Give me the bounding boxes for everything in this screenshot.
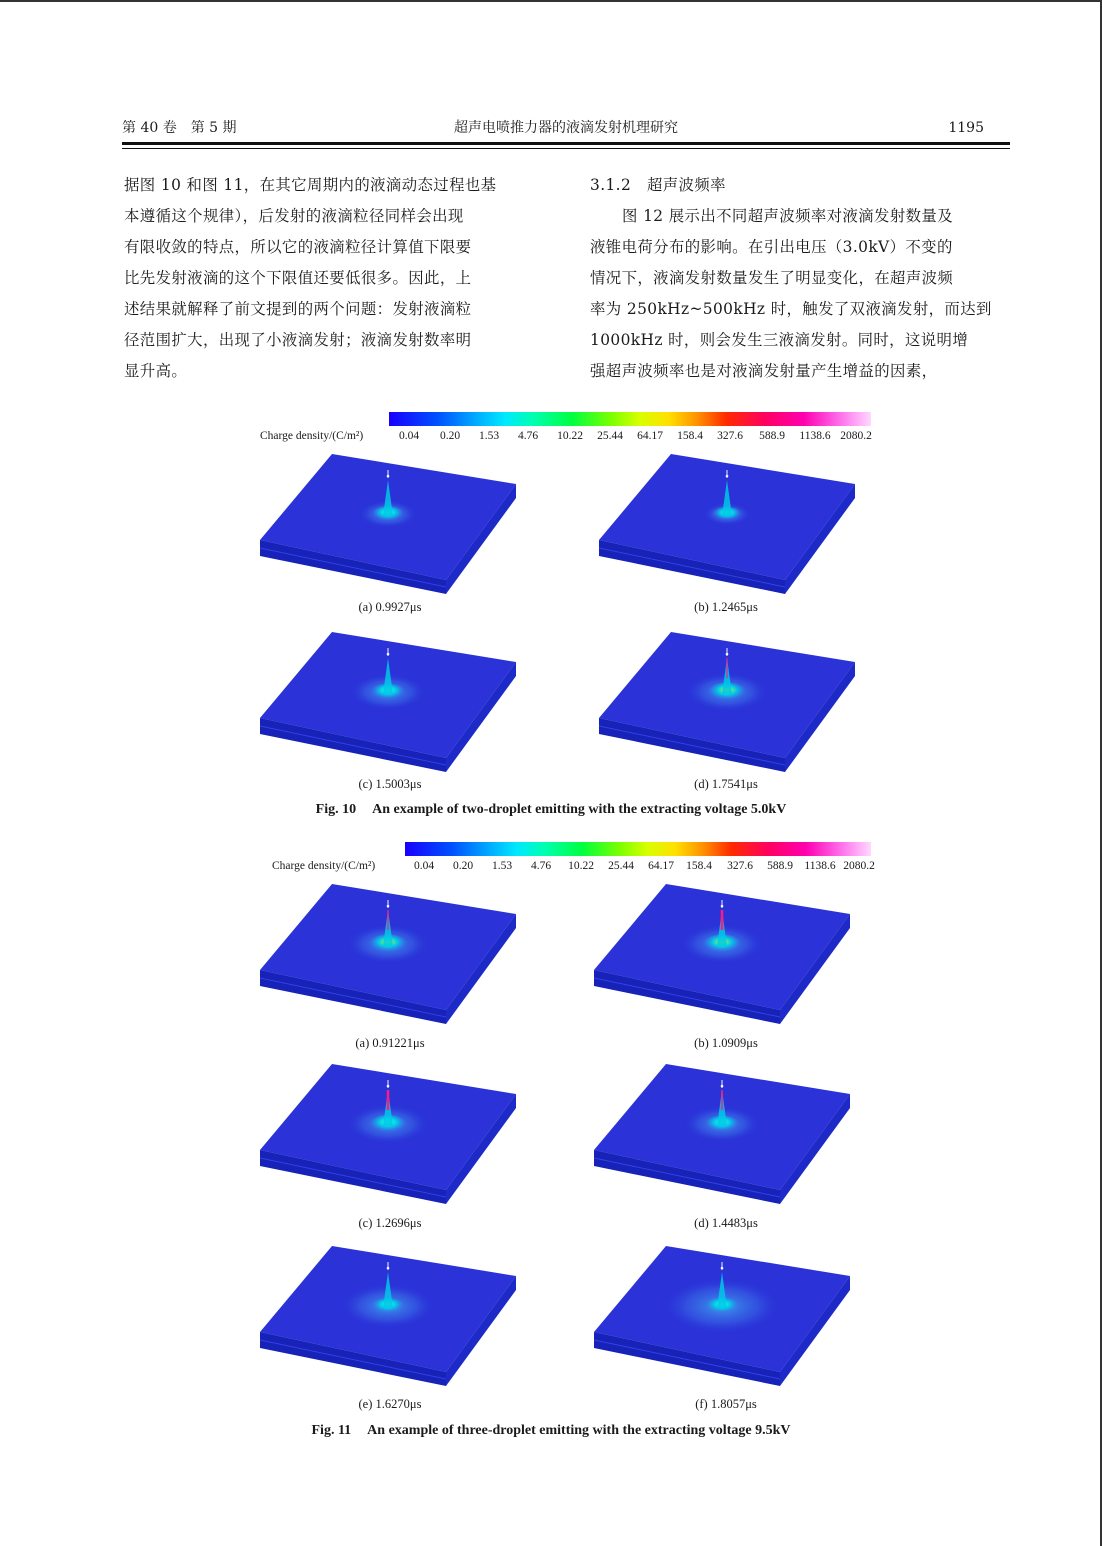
colorbar-tick: 1138.6 — [799, 430, 831, 442]
simulation-render — [258, 630, 528, 780]
text-line: 率为 250kHz~500kHz 时，触发了双液滴发射，而达到 — [590, 300, 992, 318]
simulation-render — [597, 630, 867, 780]
colorbar-tick: 25.44 — [608, 860, 634, 872]
simulation-render — [592, 1062, 862, 1212]
colorbar-tick: 25.44 — [597, 430, 623, 442]
text-line: 液锥电荷分布的影响。在引出电压（3.0kV）不变的 — [590, 238, 953, 256]
panel-caption: (c) 1.2696μs — [358, 1216, 422, 1230]
fig11-panel-b — [592, 882, 862, 1032]
section-heading: 3.1.2 超声波频率 — [590, 176, 726, 194]
panel-caption: (d) 1.4483μs — [694, 1216, 758, 1230]
panel-caption: (c) 1.5003μs — [358, 777, 422, 791]
simulation-render — [258, 882, 528, 1032]
colorbar-tick: 327.6 — [727, 860, 753, 872]
colorbar-tick: 0.04 — [398, 430, 420, 442]
text-line: 1000kHz 时，则会发生三液滴发射。同时，这说明增 — [590, 331, 969, 349]
page-number: 1195 — [948, 120, 984, 136]
colorbar-tick: 1.53 — [491, 860, 513, 872]
text-line: 据图 10 和图 11，在其它周期内的液滴动态过程也基 — [124, 176, 497, 194]
colorbar-tick: 1138.6 — [804, 860, 836, 872]
simulation-render — [258, 1244, 528, 1394]
panel-caption: (d) 1.7541μs — [694, 777, 758, 791]
colorbar-tick: 64.17 — [637, 430, 663, 442]
journal-volume: 第 40 卷 第 5 期 — [122, 120, 237, 136]
colorbar-tick: 10.22 — [568, 860, 594, 872]
fig11-panel-c — [258, 1062, 528, 1212]
figure-caption-text: An example of two-droplet emitting with the extracting voltage 5.0kV — [372, 802, 787, 817]
fig10-panel-b — [597, 452, 867, 602]
simulation-render — [597, 452, 867, 602]
colorbar-tick: 1.53 — [478, 430, 500, 442]
panel-caption: (a) 0.9927μs — [358, 600, 422, 614]
colorbar-tick: 4.76 — [517, 430, 539, 442]
fig11-panel-e — [258, 1244, 528, 1394]
panel-caption: (a) 0.91221μs — [355, 1036, 425, 1050]
header-rule-thick — [122, 142, 1010, 145]
colorbar-tick: 4.76 — [530, 860, 552, 872]
text-line: 情况下，液滴发射数量发生了明显变化，在超声波频 — [590, 269, 954, 287]
colorbar-gradient — [389, 412, 871, 426]
text-line: 比先发射液滴的这个下限值还要低很多。因此，上 — [124, 269, 472, 287]
simulation-render — [592, 1244, 862, 1394]
panel-caption: (b) 1.2465μs — [694, 600, 758, 614]
running-header — [122, 117, 1010, 139]
fig10-panel-c — [258, 630, 528, 780]
text-line: 本遵循这个规律），后发射的液滴粒径同样会出现 — [124, 207, 464, 225]
colorbar-gradient — [405, 842, 871, 856]
panel-caption: (b) 1.0909μs — [694, 1036, 758, 1050]
simulation-render — [258, 452, 528, 602]
text-line: 图 12 展示出不同超声波频率对液滴发射数量及 — [622, 207, 953, 225]
colorbar-label: Charge density/(C/m²) — [260, 430, 364, 442]
page-border — [0, 0, 1102, 2]
colorbar-label: Charge density/(C/m²) — [272, 860, 376, 872]
left-column — [124, 170, 544, 387]
figure-number: Fig. 10 — [315, 802, 357, 817]
simulation-render — [258, 1062, 528, 1212]
text-line: 有限收敛的特点，所以它的液滴粒径计算值下限要 — [124, 238, 472, 256]
panel-caption: (e) 1.6270μs — [358, 1397, 422, 1411]
colorbar-tick: 158.4 — [677, 430, 703, 442]
fig10-panel-a — [258, 452, 528, 602]
simulation-render — [592, 882, 862, 1032]
colorbar-tick: 64.17 — [648, 860, 674, 872]
colorbar-tick: 2080.2 — [843, 860, 875, 872]
colorbar-tick: 0.20 — [439, 430, 461, 442]
figure-caption — [0, 1423, 1102, 1439]
colorbar-tick: 10.22 — [557, 430, 583, 442]
fig11-panel-f — [592, 1244, 862, 1394]
colorbar-tick: 588.9 — [767, 860, 793, 872]
colorbar-tick: 588.9 — [759, 430, 785, 442]
text-line: 显升高。 — [124, 362, 188, 380]
text-line: 述结果就解释了前文提到的两个问题：发射液滴粒 — [124, 300, 472, 318]
panel-caption: (f) 1.8057μs — [695, 1397, 757, 1411]
figure-caption-text: An example of three-droplet emitting with the extracting voltage 9.5kV — [367, 1423, 791, 1438]
header-rule-thin — [122, 148, 1010, 149]
text-line: 径范围扩大，出现了小液滴发射；液滴发射数率明 — [124, 331, 472, 349]
figure-caption — [0, 802, 1102, 818]
fig10-panel-d — [597, 630, 867, 780]
colorbar-tick: 0.20 — [452, 860, 474, 872]
text-line: 强超声波频率也是对液滴发射量产生增益的因素， — [590, 362, 938, 380]
fig11-panel-d — [592, 1062, 862, 1212]
colorbar-tick: 158.4 — [686, 860, 712, 872]
running-title: 超声电喷推力器的液滴发射机理研究 — [454, 120, 678, 136]
colorbar-tick: 0.04 — [413, 860, 435, 872]
fig11-panel-a — [258, 882, 528, 1032]
colorbar-tick: 2080.2 — [840, 430, 872, 442]
figure-number: Fig. 11 — [311, 1423, 352, 1438]
right-column — [590, 170, 1010, 387]
colorbar-tick: 327.6 — [717, 430, 743, 442]
